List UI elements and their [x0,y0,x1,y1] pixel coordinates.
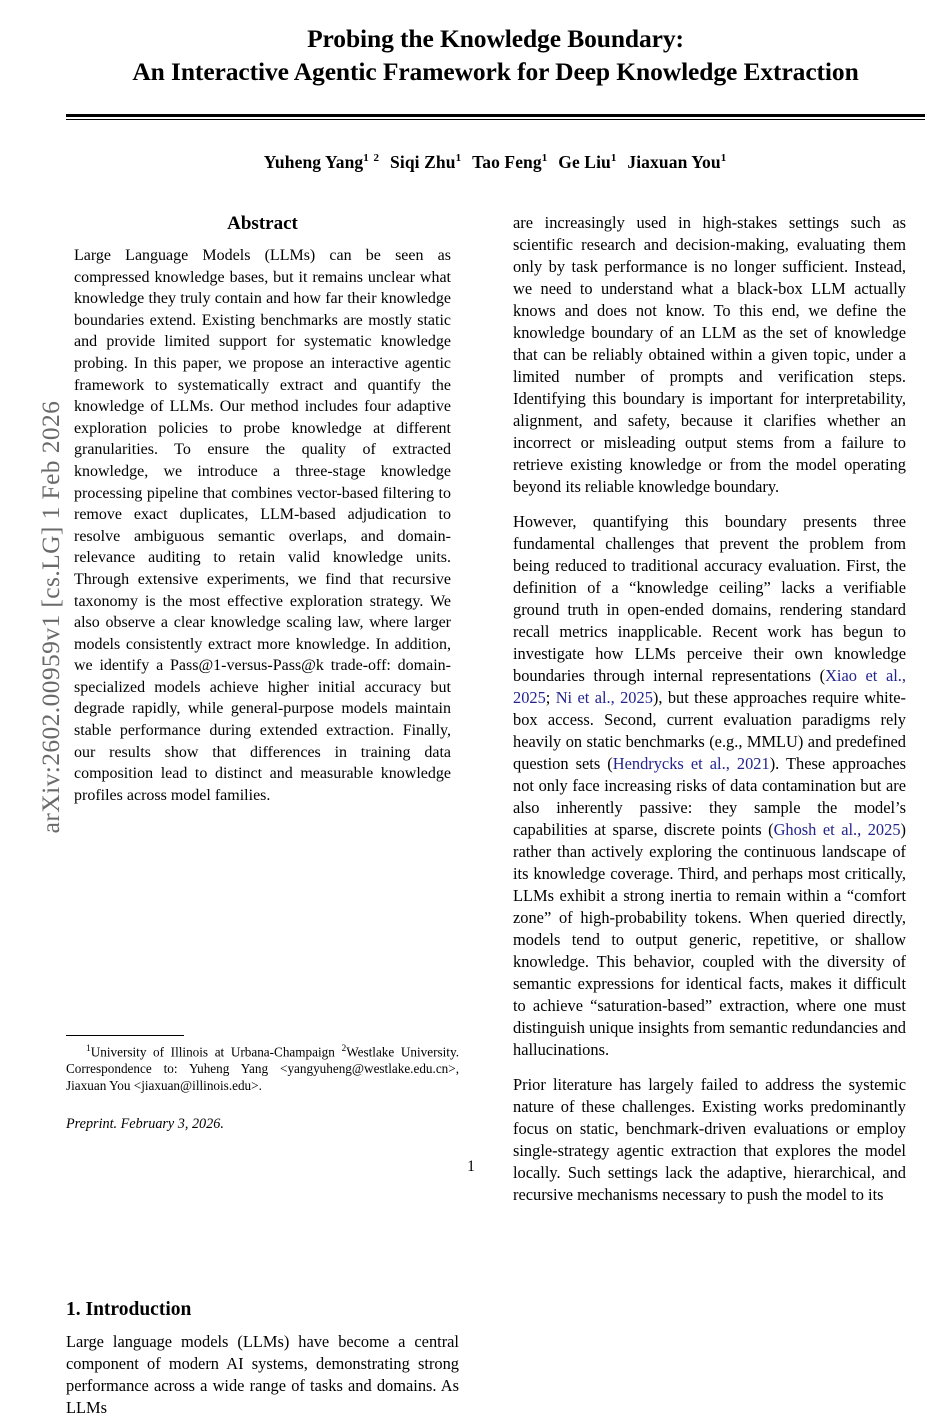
author-entry [264,152,380,172]
right-paragraph-2-part-1: However, quantifying this boundary presents three fundamental challenges that prevent the problem from being reduced to traditional accuracy evaluation. First, the definition of a “knowledge ceiling” lacks a verifiable ground truth in open-ended domains, rendering standard recall metrics inapplicable. Recent work has begun to investigate how LLMs perceive their own knowledge boundaries through internal representations ( [513,512,906,685]
right-paragraph-2 [513,511,906,1061]
left-column [66,212,459,1419]
right-paragraph-3: Prior literature has largely failed to address the systemic nature of these challenges. Existing works predominantly focus on static, benchmark-driven evaluations or employ single-strategy agentic extraction that explores the model locally. Such settings lack the adaptive, hierarchical, and recursive mechanisms necessary to push the model to its [513,1075,906,1204]
page-title [66,22,925,88]
citation-separator: ; [545,688,556,707]
footnote-text-1: University of Illinois at Urbana-Champaign [90,1044,335,1060]
author-name: Yuheng Yang [263,152,364,172]
right-column [513,212,906,1206]
author-entry [390,152,462,172]
citation-ni-2025[interactable]: Ni et al., 2025 [555,688,653,707]
author-affiliation-marker: 1 [455,152,463,165]
author-name: Siqi Zhu [390,152,456,172]
author-entry [558,152,617,172]
citation-xiao-2025[interactable]: Xiao et al., 2025 [513,666,906,707]
abstract-heading: Abstract [227,213,298,234]
author-affiliation-marker: 1 [720,152,728,165]
footnote-separator-rule [66,1035,184,1036]
footnote-block [66,1035,459,1147]
right-paragraph-2-part-4: ) rather than actively exploring the continuous landscape of its knowledge coverage. Third, and perhaps most critically, LLMs exhibit a strong inertia to remain within a “comfort zone” of high-probability tokens. When queried directly, models tend to output generic, repetitive, or shallow knowledge. This behavior, coupled with the diversity of semantic expressions for identical facts, makes it difficult to achieve “saturation-based” extraction, where one must distinguish unique insights from semantic redundancies and hallucinations. [513,820,906,1059]
author-affiliation-marker: 1 2 [363,152,381,165]
author-name: Tao Feng [472,152,542,172]
right-paragraph-2-part-2: ), but these approaches require white-box access. Second, current evaluation paradigms rely heavily on static benchmarks (e.g., MMLU) and predefined question sets ( [513,688,906,773]
author-list [66,152,925,173]
header-rule-thin [66,119,925,120]
author-name: Ge Liu [558,152,611,172]
right-paragraph-2-part-3: ). These approaches not only face increasing risks of data contamination but are also inherently passive: they sample the model’s capabilities at sparse, discrete points ( [513,754,906,839]
footnote-marker-2: 2 [341,1044,347,1054]
citation-hendrycks-2021-b[interactable]: 2021 [736,754,770,773]
author-entry [472,152,548,172]
abstract-body: Large Language Models (LLMs) can be seen as compressed knowledge bases, but it remains unclear what knowledge they truly contain and how far their knowledge boundaries extend. Existing benchmarks are mostly static and provide limited support for systematic knowledge probing. In this paper, we propose an interactive agentic framework to systematically extract and quantify the knowledge of LLMs. Our method includes four adaptive exploration policies to probe knowledge at different granularities. To ensure the quality of extracted knowledge, we introduce a three-stage knowledge processing pipeline that combines vector-based filtering to remove exact duplicates, LLM-based adjudication to resolve ambiguous semantic overlaps, and domain-relevance auditing to retain valid knowledge units. Through extensive experiments, we find that recursive taxonomy is the most effective exploration strategy. We also observe a clear knowledge scaling law, where larger models consistently extract more knowledge. In addition, we identify a Pass@1-versus-Pass@k trade-off: domain-specialized models achieve higher initial accuracy but degrade rapidly, while general-purpose models maintain stable performance during extended extraction. Finally, our results show that differences in training data composition lead to distinct and measurable knowledge profiles across model families. [74,247,451,804]
citation-ghosh-2025[interactable]: Ghosh et al., 2025 [773,820,901,839]
title-line-1: Probing the Knowledge Boundary: [307,24,684,53]
header-rule-thick [66,114,925,117]
footnote-text-2: Westlake University. Correspondence to: Yuheng Yang <yangyuheng@westlake.edu.cn>, Jiaxuan You <jiaxuan@illinois.edu>. [66,1044,460,1093]
intro-paragraph-1: Large language models (LLMs) have become a central component of modern AI systems, demonstrating strong performance across a wide range of tasks and domains. As LLMs [66,1332,459,1418]
author-affiliation-marker: 1 [610,152,618,165]
title-line-2: An Interactive Agentic Framework for Deep Knowledge Extraction [132,57,859,86]
author-affiliation-marker: 1 [541,152,549,165]
section-heading-introduction: 1. Introduction [66,1299,192,1321]
page-number: 1 [467,1158,475,1175]
citation-hendrycks-2021-a[interactable]: Hendrycks et al., [612,754,730,773]
footnote-marker-1: 1 [86,1044,91,1054]
preprint-notice: Preprint. February 3, 2026. [66,1116,224,1133]
author-entry [627,152,727,172]
footnote-affiliations [66,1041,459,1094]
arxiv-stamp: arXiv:2602.00959v1 [cs.LG] 1 Feb 2026 [36,400,65,834]
author-name: Jiaxuan You [627,152,721,172]
title-block [66,22,925,88]
right-paragraph-1: are increasingly used in high-stakes settings such as scientific research and decision-making, evaluating them only by task performance is no longer sufficient. Instead, we need to understand what a black-box LLM actually knows and does not know. To this end, we define the knowledge boundary of an LLM as the set of knowledge that can be reliably obtained within a given topic, under a limited number of prompts and verification steps. Identifying this boundary is important for interpretability, alignment, and safety, because it clarifies whether an incorrect or misleading output stems from a failure to retrieve existing knowledge or from the model operating beyond its reliable knowledge boundary. [513,213,906,496]
